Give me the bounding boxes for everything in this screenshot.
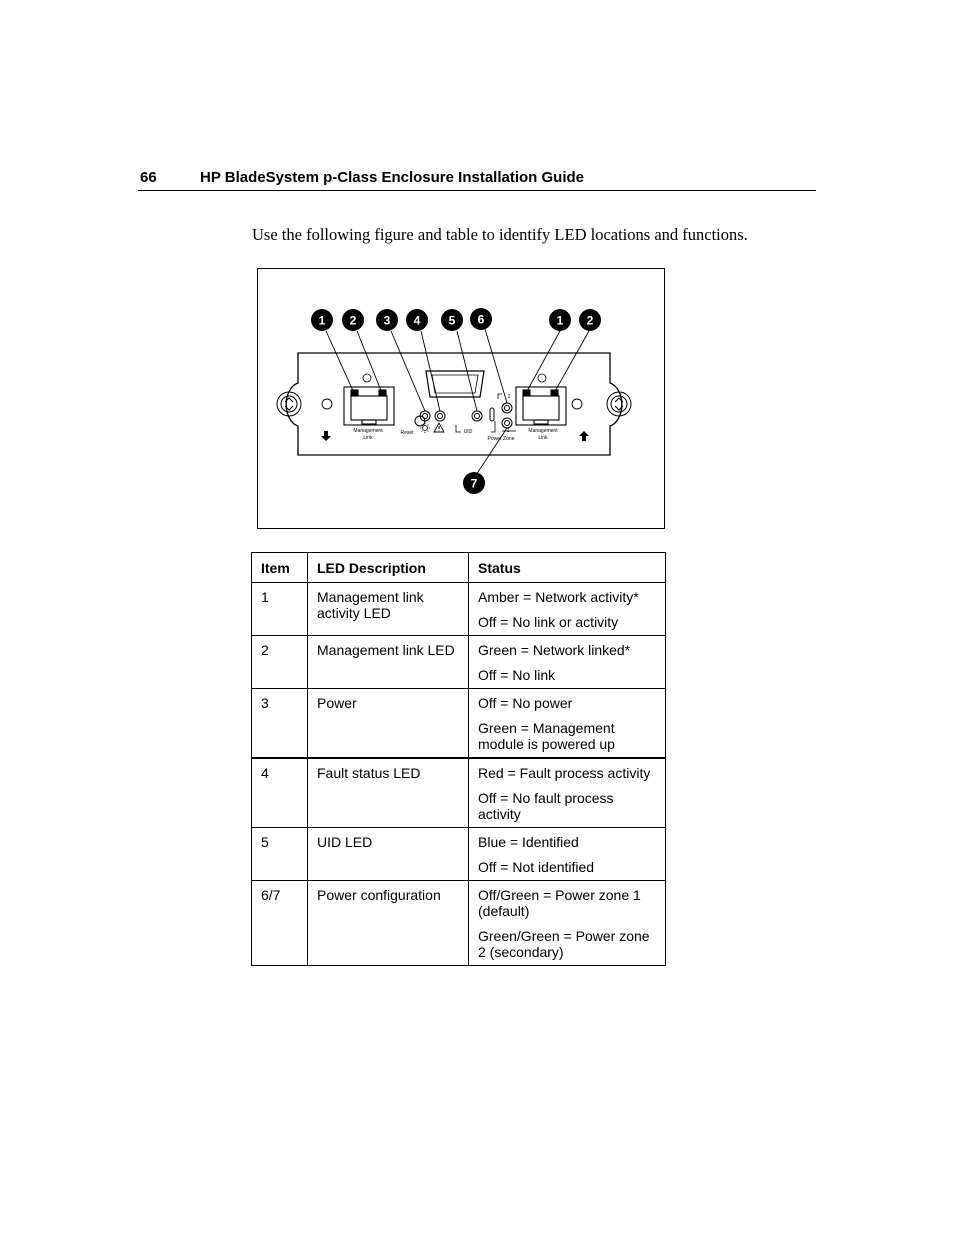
status-line: Green/Green = Power zone 2 (secondary) [478, 928, 650, 960]
column-header-status: Status [469, 553, 666, 583]
uid-led-icon [472, 408, 494, 421]
callout-1-left [311, 309, 333, 331]
led-table [251, 552, 666, 966]
uid-label: UID [463, 429, 473, 435]
table-row [252, 583, 666, 636]
status-line: Blue = Identified [478, 834, 579, 850]
item-cell: 6/7 [252, 881, 308, 966]
table-row [252, 636, 666, 689]
item-cell: 4 [252, 758, 308, 828]
status-line: Amber = Network activity* [478, 589, 639, 605]
down-arrow-icon [321, 431, 331, 441]
callout-7 [463, 472, 485, 494]
item-cell: 1 [252, 583, 308, 636]
svg-text:6: 6 [477, 312, 485, 327]
intro-paragraph: Use the following figure and table to identify LED locations and functions. [252, 225, 748, 244]
table-row [252, 758, 666, 828]
management-link-right-label-1: Management [528, 428, 558, 434]
item-cell: 2 [252, 636, 308, 689]
status-line: Off = No link or activity [478, 614, 619, 630]
management-link-left-label-2: Link [363, 435, 373, 441]
status-cell [469, 689, 666, 759]
up-arrow-icon [579, 431, 589, 441]
right-thumb-screw [607, 392, 631, 416]
warning-triangle-icon [434, 423, 444, 432]
power-symbol-icon [420, 423, 430, 433]
status-line: Off = No fault process activity [478, 790, 614, 822]
svg-text:7: 7 [470, 476, 478, 491]
svg-text:3: 3 [383, 313, 391, 328]
status-line: Red = Fault process activity [478, 765, 651, 781]
item-cell: 5 [252, 828, 308, 881]
zone-2-label: 2 [507, 394, 511, 400]
callout-1-right [549, 309, 571, 331]
column-header-item: Item [252, 553, 308, 583]
reset-label: Reset [400, 430, 414, 436]
left-management-port [344, 387, 394, 425]
description-cell: Management link activity LED [308, 583, 469, 636]
zone-1-label: 1 [506, 428, 510, 434]
table-header-row [252, 553, 666, 583]
callout-3 [376, 309, 398, 331]
fault-led-icon [435, 411, 445, 421]
status-cell [469, 828, 666, 881]
power-zone-led-1-icon [502, 418, 512, 428]
description-cell: Power [308, 689, 469, 759]
callout-2-right [579, 309, 601, 331]
document-title: HP BladeSystem p-Class Enclosure Installation Guide [200, 169, 585, 186]
description-cell: Power configuration [308, 881, 469, 966]
status-cell [469, 583, 666, 636]
status-cell [469, 758, 666, 828]
table-row [252, 689, 666, 759]
right-management-port [516, 387, 566, 425]
svg-text:1: 1 [556, 313, 564, 328]
management-module-panel [286, 353, 622, 455]
description-cell: Management link LED [308, 636, 469, 689]
callout-6 [470, 308, 492, 330]
status-line: Off = No power [478, 695, 573, 711]
page-header [138, 168, 816, 191]
column-header-description: LED Description [308, 553, 469, 583]
callout-4 [406, 309, 428, 331]
panel-hole-left [322, 399, 332, 409]
power-zone-led-2-icon [502, 403, 512, 413]
description-cell: Fault status LED [308, 758, 469, 828]
svg-text:2: 2 [586, 313, 594, 328]
svg-text:4: 4 [413, 313, 421, 328]
description-cell: UID LED [308, 828, 469, 881]
callout-leader-lines [326, 329, 589, 475]
svg-text:2: 2 [349, 313, 357, 328]
callout-2-left [342, 309, 364, 331]
page-number: 66 [140, 169, 157, 186]
status-line: Off/Green = Power zone 1 (default) [478, 887, 641, 919]
table-row [252, 881, 666, 966]
svg-text:1: 1 [318, 313, 326, 328]
status-line: Green = Network linked* [478, 642, 631, 658]
status-line: Green = Management module is powered up [478, 720, 615, 752]
status-line: Off = No link [478, 667, 556, 683]
panel-hole-right [572, 399, 582, 409]
svg-text:5: 5 [448, 313, 456, 328]
power-zone-label: Power Zone [487, 436, 515, 442]
status-cell [469, 881, 666, 966]
item-cell: 3 [252, 689, 308, 759]
table-row [252, 828, 666, 881]
center-connector [426, 371, 484, 397]
led-location-figure [257, 268, 665, 529]
callout-5 [441, 309, 463, 331]
left-thumb-screw [277, 392, 301, 416]
status-cell [469, 636, 666, 689]
status-line: Off = Not identified [478, 859, 595, 875]
management-link-left-label-1: Management [353, 428, 383, 434]
management-link-right-label-2: Link [538, 435, 548, 441]
